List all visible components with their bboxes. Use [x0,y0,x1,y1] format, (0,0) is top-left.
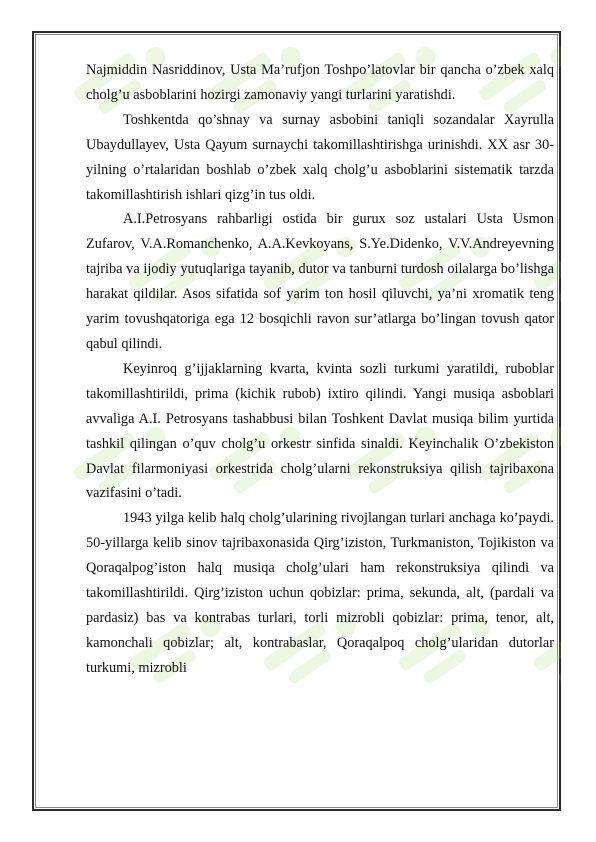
paragraph-1: Najmiddin Nasriddinov, Usta Ma’rufjon Toshpo’latovlar bir qancha o’zbek xalq cholg’u asboblarini hozirgi zamonaviy yangi turlarini yaratishdi. [86,62,554,103]
paragraph-2: Toshkentda qo’shnay va surnay asbobini taniqli sozandalar Xayrulla Ubaydullayev, Usta Qayum surnaychi takomillashtirishga urinishdi. XX asr 30-yilning o’rtalaridan boshlab o’zbek xalq cholg’u asboblarini sistematik tarzda takomillashtirish ishlari qizg’in tus oldi. [86,111,554,203]
paragraph-3: A.I.Petrosyans rahbarligi ostida bir gurux soz ustalari Usta Usmon Zufarov, V.A.Romanchenko, A.A.Kevkoyans, S.Ye.Didenko, V.V.Andreyevning tajriba va ijodiy yutuqlariga tayanib, dutor va tanburni turdosh oilalarga bo’lishga harakat qildilar. Asos sifatida sof yarim ton hosil qiluvchi, ya’ni xromatik teng yarim tovushqatoriga ega 12 bosqichli ravon sur’atlarga bo’lingan tovush qator qabul qilindi. [86,211,554,352]
document-body [86,58,554,681]
paragraph-4: Keyinroq g’ijjaklarning kvarta, kvinta sozli turkumi yaratildi, ruboblar takomillashtirildi, prima (kichik rubob) ixtiro qilindi. Yangi musiqa asboblari avvaliga A.I. Petrosyans tashabbusi bilan Toshkent Davlat musiqa bilim yurtida tashkil qilingan o’quv cholg’u orkestr sinfida sinaldi. Keyinchalik O’zbekiston Davlat filarmoniyasi orkestrida cholg’ularni rekonstruksiya qilish tajribaxona vazifasini o’tadi. [86,360,554,502]
paragraph-5: 1943 yilga kelib halq cholg’ularining rivojlangan turlari anchaga ko’paydi. 50-yillarga kelib sinov tajribaxonasida Qirg’iziston, Turkmaniston, Tojikiston va Qoraqalpog’iston halq musiqa cholg’ulari ham rekonstruksiya qilindi va takomillashtirildi. Qirg’iziston uchun qobizlar: prima, sekunda, alt, (pardali va pardasiz) bas va kontrabas turlari, torli mizrobli qobizlar: prima, tenor, alt, kamonchali qobizlar; alt, kontrabaslar, Qoraqalpoq cholg’ularidan dutorlar turkumi, mizrobli [86,510,554,676]
